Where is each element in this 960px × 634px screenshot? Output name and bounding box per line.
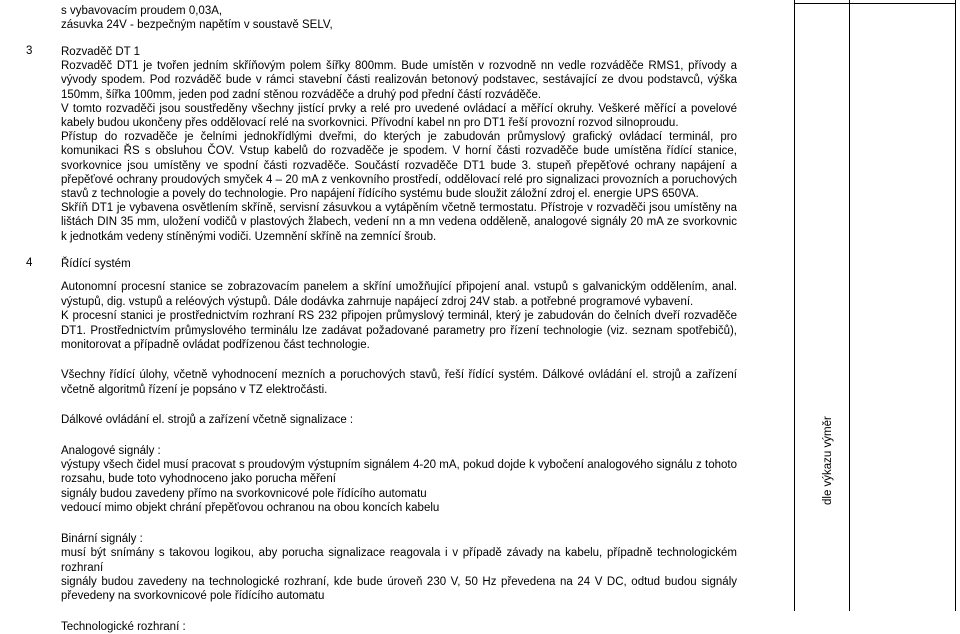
paragraph: Skříň DT1 je vybavena osvětlením skříně, servisní zásuvkou a vytápěním včetně termostatu. Přístroje v rozvaděči jsou umístěny na lištách DIN 35 mm, uložení vodičů v plastových žlabech, vedení nn a mn vedena odděleně, analogové signály 20 mA ze svorkovnic k jednotkám vedeny stíněnými vodiči. Uzemnění skříně na zemnící šroub.: [61, 202, 737, 243]
subheading: Technologické rozhraní :: [61, 620, 186, 633]
subheading: Binární signály :: [61, 532, 143, 545]
section-title: Řídící systém: [61, 258, 131, 270]
paragraph: Autonomní procesní stanice se zobrazovacím panelem a skříní umožňující připojení anal. vstupů s galvanickým oddělením, anal. výstupů, dig. vstupů a reléových výstupů. Dále dodávka zahrnuje napájecí zdroj 24V stab. a potřebné programové vybavení.: [61, 281, 737, 308]
paragraph: Rozvaděč DT1 je tvořen jedním skříňovým polem šířky 800mm. Bude umístěn v rozvodně nn vedle rozváděče RMS1, přívody a vývody spodem. Pod rozváděč bude v rámci stavební části realizován betonový podstavec, sestávající ze dvou podstavců, výška 150mm, šířka 100mm, jeden pod zadní stěnou rozváděče a druhý pod přední částí rozváděče.: [61, 60, 737, 101]
paragraph: výstupy všech čidel musí pracovat s proudovým výstupním signálem 4-20 mA, pokud dojde k vybočení analogového signálu z tohoto rozsahu, bude toto vyhodnoceno jako porucha měření: [61, 459, 737, 486]
paragraph: musí být snímány s takovou logikou, aby porucha signalizace reagovala i v případě závady na kabelu, případně technologickém rozhraní: [61, 547, 737, 574]
section4-body: [61, 257, 737, 634]
paragraph: signály budou zavedeny na technologické rozhraní, kde bude úroveň 230 V, 50 Hz převedena na 24 V DC, odtud budou signály převedeny na svorkovnicové pole řídícího automatu: [61, 575, 737, 603]
paragraph: vedoucí mimo objekt chrání přepěťovou ochranou na obou koncích kabelu: [61, 502, 440, 515]
section-title: Rozvaděč DT 1: [61, 46, 141, 58]
intro-line: s vybavovacím proudem 0,03A,: [61, 5, 223, 17]
section3-body: [61, 45, 737, 244]
intro-line: zásuvka 24V - bezpečným napětím v soustavě SELV,: [61, 19, 333, 32]
subheading: Dálkové ovládání el. strojů a zařízení včetně signalizace :: [61, 414, 354, 427]
section-number: 3: [26, 45, 33, 57]
paragraph: K procesní stanici je prostřednictvím rozhraní RS 232 připojen průmyslový terminál, který je zabudován do čelních dveří rozvaděče DT1. Prostřednictvím průmyslového terminálu lze zadávat požadované parametry pro řízení technologie (viz. seznam spotřebičů), monitorovat a případně ovládat podřízenou část technologie.: [61, 310, 737, 352]
paragraph: Přístup do rozvaděče je čelními jednokřídlými dveřmi, do kterých je zabudován průmyslový grafický ovládací terminál, pro komunikaci ŘS s obsluhou ČOV. Vstup kabelů do rozvaděče je spodem. V horní části rozvaděče bude umístěna řídící stanice, svorkovnice jsou umístěny ve spodní části rozvaděče. Součástí rozvaděče DT1 bude 3. stupeň přepěťové ochrany napájení a přepěťové ochrany proudových smyček 4 – 20 mA z venkovního prostředí, oddělovací relé pro signalizaci provozních a poruchových stavů z technologie a povely do technologie. Pro napájení řídícího systému bude sloužit záložní zdroj el. energie UPS 650VA.: [61, 131, 737, 201]
paragraph: Všechny řídící úlohy, včetně vyhodnocení mezních a poruchových stavů, řeší řídící systém. Dálkové ovládání el. strojů a zařízení včetně algoritmů řízení je popsáno v TZ elektročásti.: [61, 369, 737, 396]
column-divider: [794, 0, 795, 611]
column-divider: [849, 0, 850, 611]
side-note: dle výkazu výměr: [822, 416, 834, 505]
column-divider: [955, 0, 956, 611]
intro-block: [61, 4, 737, 32]
table-top-border: [794, 3, 956, 4]
subheading: Analogové signály :: [61, 444, 161, 457]
paragraph: V tomto rozvaděči jsou soustředěny všechny jistící prvky a relé pro uvedené ovládací a měřící okruhy. Veškeré měřící a povelové kabely budou ukončeny přes oddělovací relé na svorkovnici. Přívodní kabel nn pro DT1 řeší provozní rozvod silnoproudu.: [61, 102, 737, 130]
section-number: 4: [26, 257, 33, 269]
paragraph: signály budou zavedeny přímo na svorkovnicové pole řídícího automatu: [61, 487, 427, 500]
